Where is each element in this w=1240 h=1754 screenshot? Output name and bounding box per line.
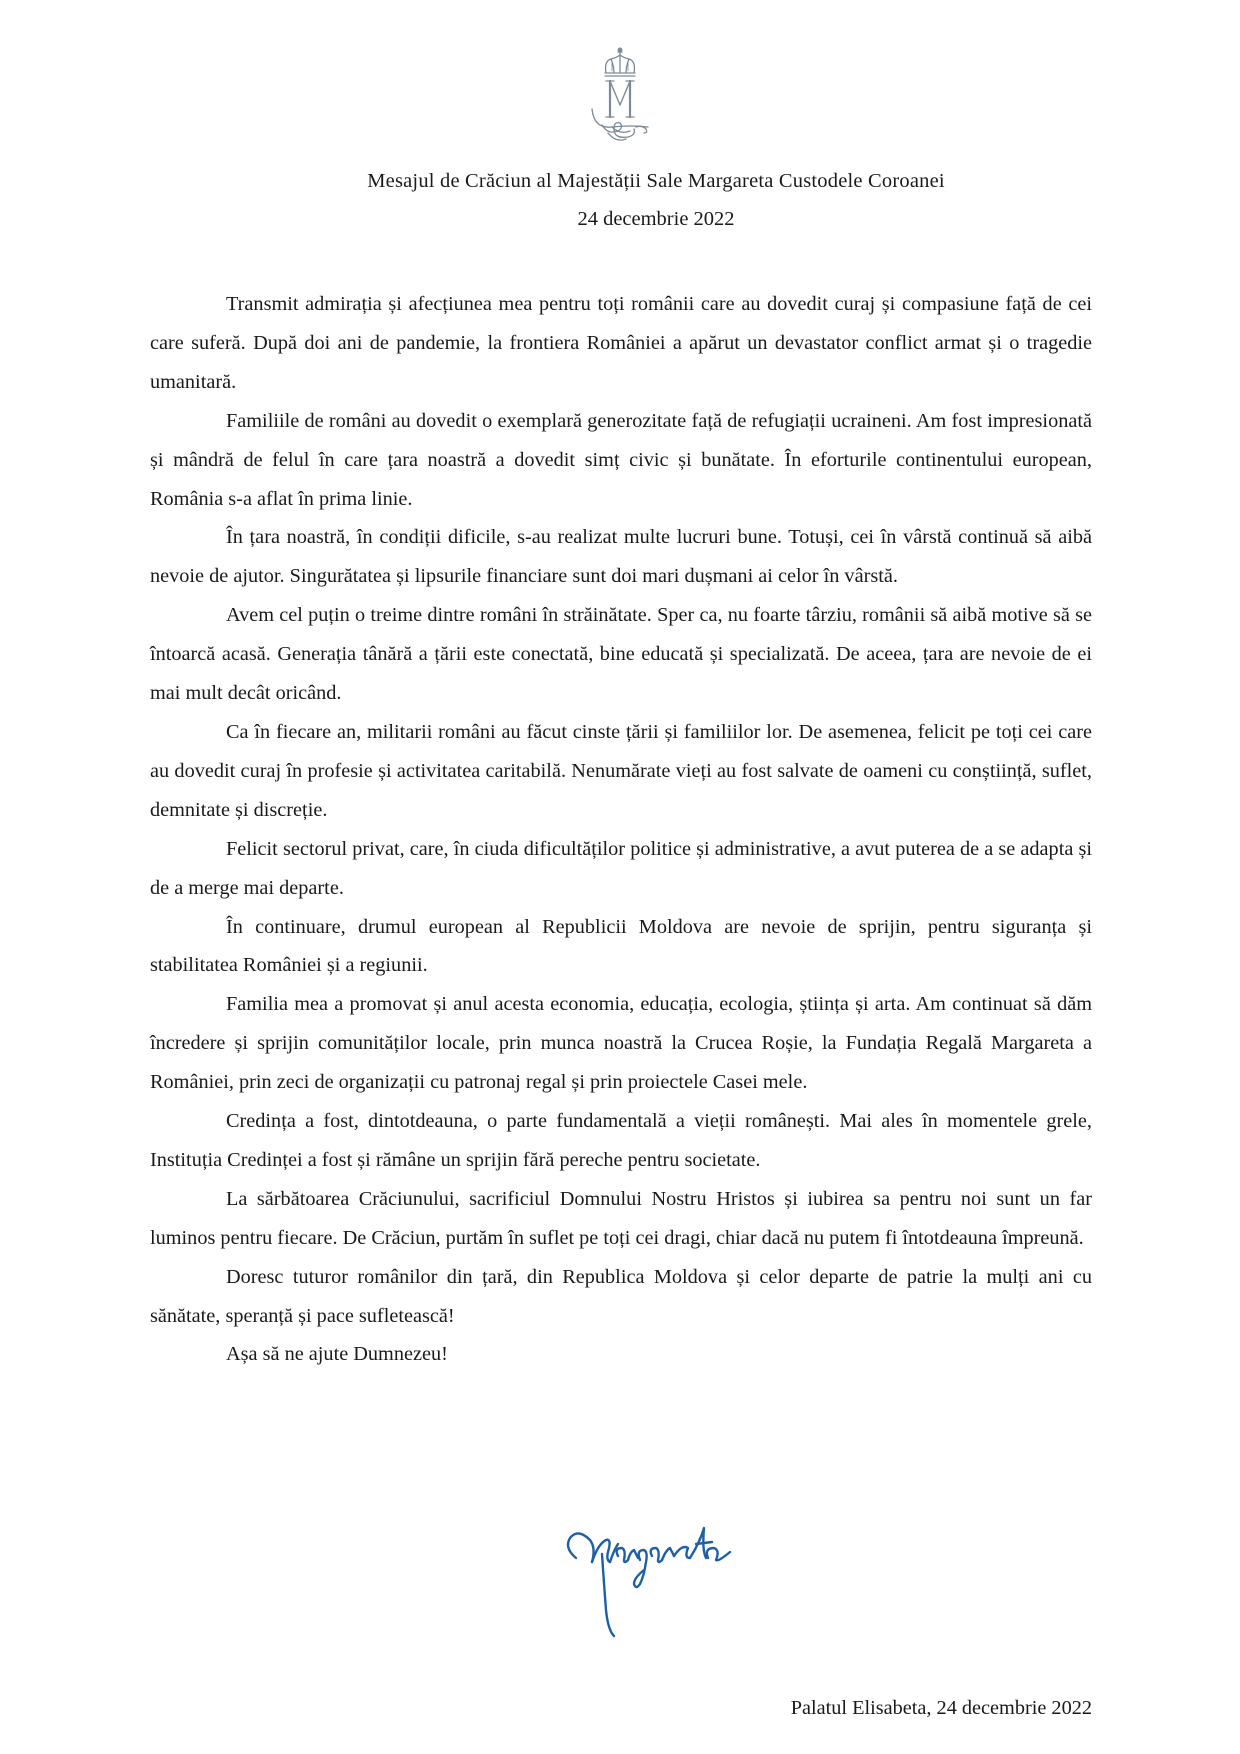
paragraph: Familiile de români au dovedit o exemplară generozitate față de refugiații ucraineni. Am fost impresionată și mândră de felul în care țara noastră a dovedit simț civic și bunătate. În eforturile continentului european, România s-a aflat în prima linie. bbox=[150, 409, 1092, 510]
paragraph: În țara noastră, în condiții dificile, s-au realizat multe lucruri bune. Totuși, cei în vârstă continuă să aibă nevoie de ajutor. Singurătatea și lipsurile financiare sunt doi mari dușmani ai celor în vârstă. bbox=[150, 526, 1092, 588]
paragraph: Așa să ne ajute Dumnezeu! bbox=[226, 1343, 448, 1366]
paragraph: Ca în fiecare an, militarii români au făcut cinste țării și familiilor lor. De asemenea, felicit pe toți cei care au dovedit curaj în profesie și activitatea caritabilă. Nenumărate vieți au fost salvate de oameni cu conștiință, suflet, demnitate și discreție. bbox=[150, 720, 1092, 821]
letter-body bbox=[150, 285, 1092, 1374]
paragraph: Credința a fost, dintotdeauna, o parte fundamentală a vieții românești. Mai ales în momentele grele, Instituția Credinței a fost și rămâne un sprijin fără pereche pentru societate. bbox=[150, 1110, 1092, 1171]
paragraph: Transmit admirația și afecțiunea mea pentru toți românii care au dovedit curaj și compasiune față de cei care suferă. După doi ani de pandemie, la frontiera României a apărut un devastator conflict armat și o tragedie umanitară. bbox=[150, 293, 1092, 393]
paragraph: La sărbătoarea Crăciunului, sacrificiul Domnului Nostru Hristos și iubirea sa pentru noi sunt un far luminos pentru fiecare. De Crăciun, purtăm în suflet pe toți cei dragi, chiar dacă nu putem fi întotdeauna împreună. bbox=[150, 1187, 1092, 1249]
paragraph: Felicit sectorul privat, care, în ciuda dificultăților politice și administrative, a avut puterea de a se adapta și de a merge mai departe. bbox=[150, 837, 1092, 899]
paragraph: Avem cel puțin o treime dintre români în străinătate. Sper ca, nu foarte târziu, românii să aibă motive să se întoarcă acasă. Generația tânără a țării este conectată, bine educată și specializată. De aceea, țara are nevoie de ei mai mult decât oricând. bbox=[150, 604, 1092, 705]
paragraph: Familia mea a promovat și anul acesta economia, educația, ecologia, știința și arta. Am continuat să dăm încredere și sprijin comunităților locale, prin munca noastră la Crucea Roșie, la Fundația Regală Margareta a României, prin zeci de organizații cu patronaj regal și prin proiectele Casei mele. bbox=[150, 993, 1092, 1094]
message-date: 24 decembrie 2022 bbox=[577, 208, 735, 230]
place-and-date: Palatul Elisabeta, 24 decembrie 2022 bbox=[790, 1697, 1092, 1719]
paragraph: Doresc tuturor românilor din țară, din Republica Moldova și celor departe de patrie la mulți ani cu sănătate, speranță și pace sufletească! bbox=[150, 1265, 1092, 1327]
signature-text bbox=[652, 1573, 653, 1574]
handwritten-signature bbox=[562, 1514, 742, 1642]
message-title: Mesajul de Crăciun al Majestății Sale Margareta Custodele Coroanei bbox=[367, 170, 945, 192]
royal-crown-monogram-icon bbox=[578, 47, 662, 149]
paragraph: În continuare, drumul european al Republicii Moldova are nevoie de sprijin, pentru siguranța și stabilitatea României și a regiunii. bbox=[150, 915, 1092, 977]
